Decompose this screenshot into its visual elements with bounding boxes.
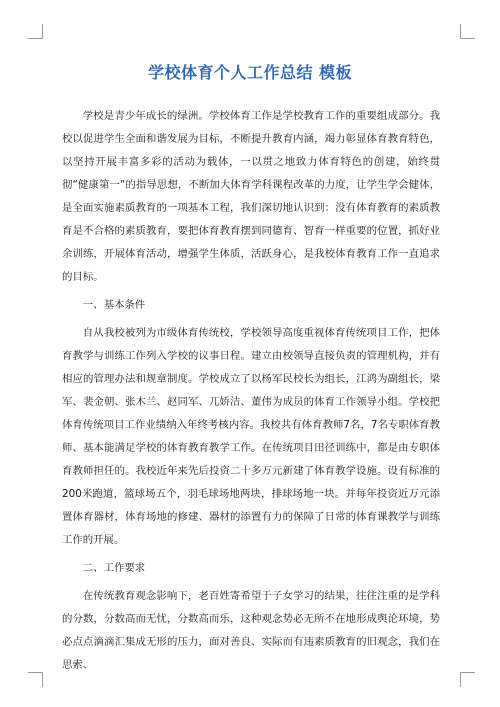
crop-mark-bottom-right (460, 672, 475, 687)
document-body (62, 105, 440, 682)
crop-mark-bottom-left (28, 672, 43, 687)
crop-mark-top-left (28, 24, 43, 39)
section-paragraph-basic-conditions: 自从我校被列为市级体育传统校，学校领导高度重视体育传统项目工作，把体育教学与训练工作列入学校的议事日程。建立由校领导直接负责的管理机构，并有相应的管理办法和规章制度。学校成立了以杨军民校长为组长，江鸿为副组长，梁军、裴金朝、张木兰、赵同军、兀娇洁、董伟为成员的体育工作领导小组。学校把体育传统项目工作业绩纳入年终考核内容。我校共有体育教师7名，7名专职体育教师、基本能满足学校的体育教育教学工作。在传统项目田径训练中，都是由专职体育教师担任的。我校近年来先后投资二十多万元新建了体育教学设施。设有标准的200米跑道，篮球场五个，羽毛球场地两块，排球场地一块。并每年投资近万元添置体育器材，体育场地的修建、器材的添置有力的保障了日常的体育课教学与训练工作的开展。 (62, 327, 440, 546)
document-title: 学校体育个人工作总结 模板 (147, 63, 353, 82)
section-heading-work-requirements: 二、工作要求 (82, 562, 146, 574)
crop-mark-top-right (460, 24, 475, 39)
section-heading-basic-conditions: 一、基本条件 (82, 299, 146, 311)
intro-paragraph: 学校是青少年成长的绿洲。学校体育工作是学校教育工作的重要组成部分。我校以促进学生全面和谐发展为目标，不断提升教育内涵，竭力彰显体育教育特色，以坚持开展丰富多彩的活动为载体，一以贯之地致力体育特色的创建，始终贯彻“健康第一”的指导思想，不断加大体育学科课程改革的力度，让学生学会健体，是全面实施素质教育的一项基本工程，我们深切地认识到：没有体育教育的素质教育是不合格的素质教育，要把体育教育摆到同德育、智育一样重要的位置，抓好业余训练，开展体育活动，增强学生体质，活跃身心，是我校体育教育工作一直追求的目标。 (62, 110, 440, 283)
section-paragraph-work-requirements: 在传统教育观念影响下，老百姓寄希望于子女学习的结果，往往注重的是学科的分数，分数高而无忧，分数高而乐，这种观念势必无所不在地形成舆论环境，势必点点滴滴汇集成无形的压力，面对善良、实际而有违素质教育的旧观念，我们在思索、 (62, 590, 440, 671)
